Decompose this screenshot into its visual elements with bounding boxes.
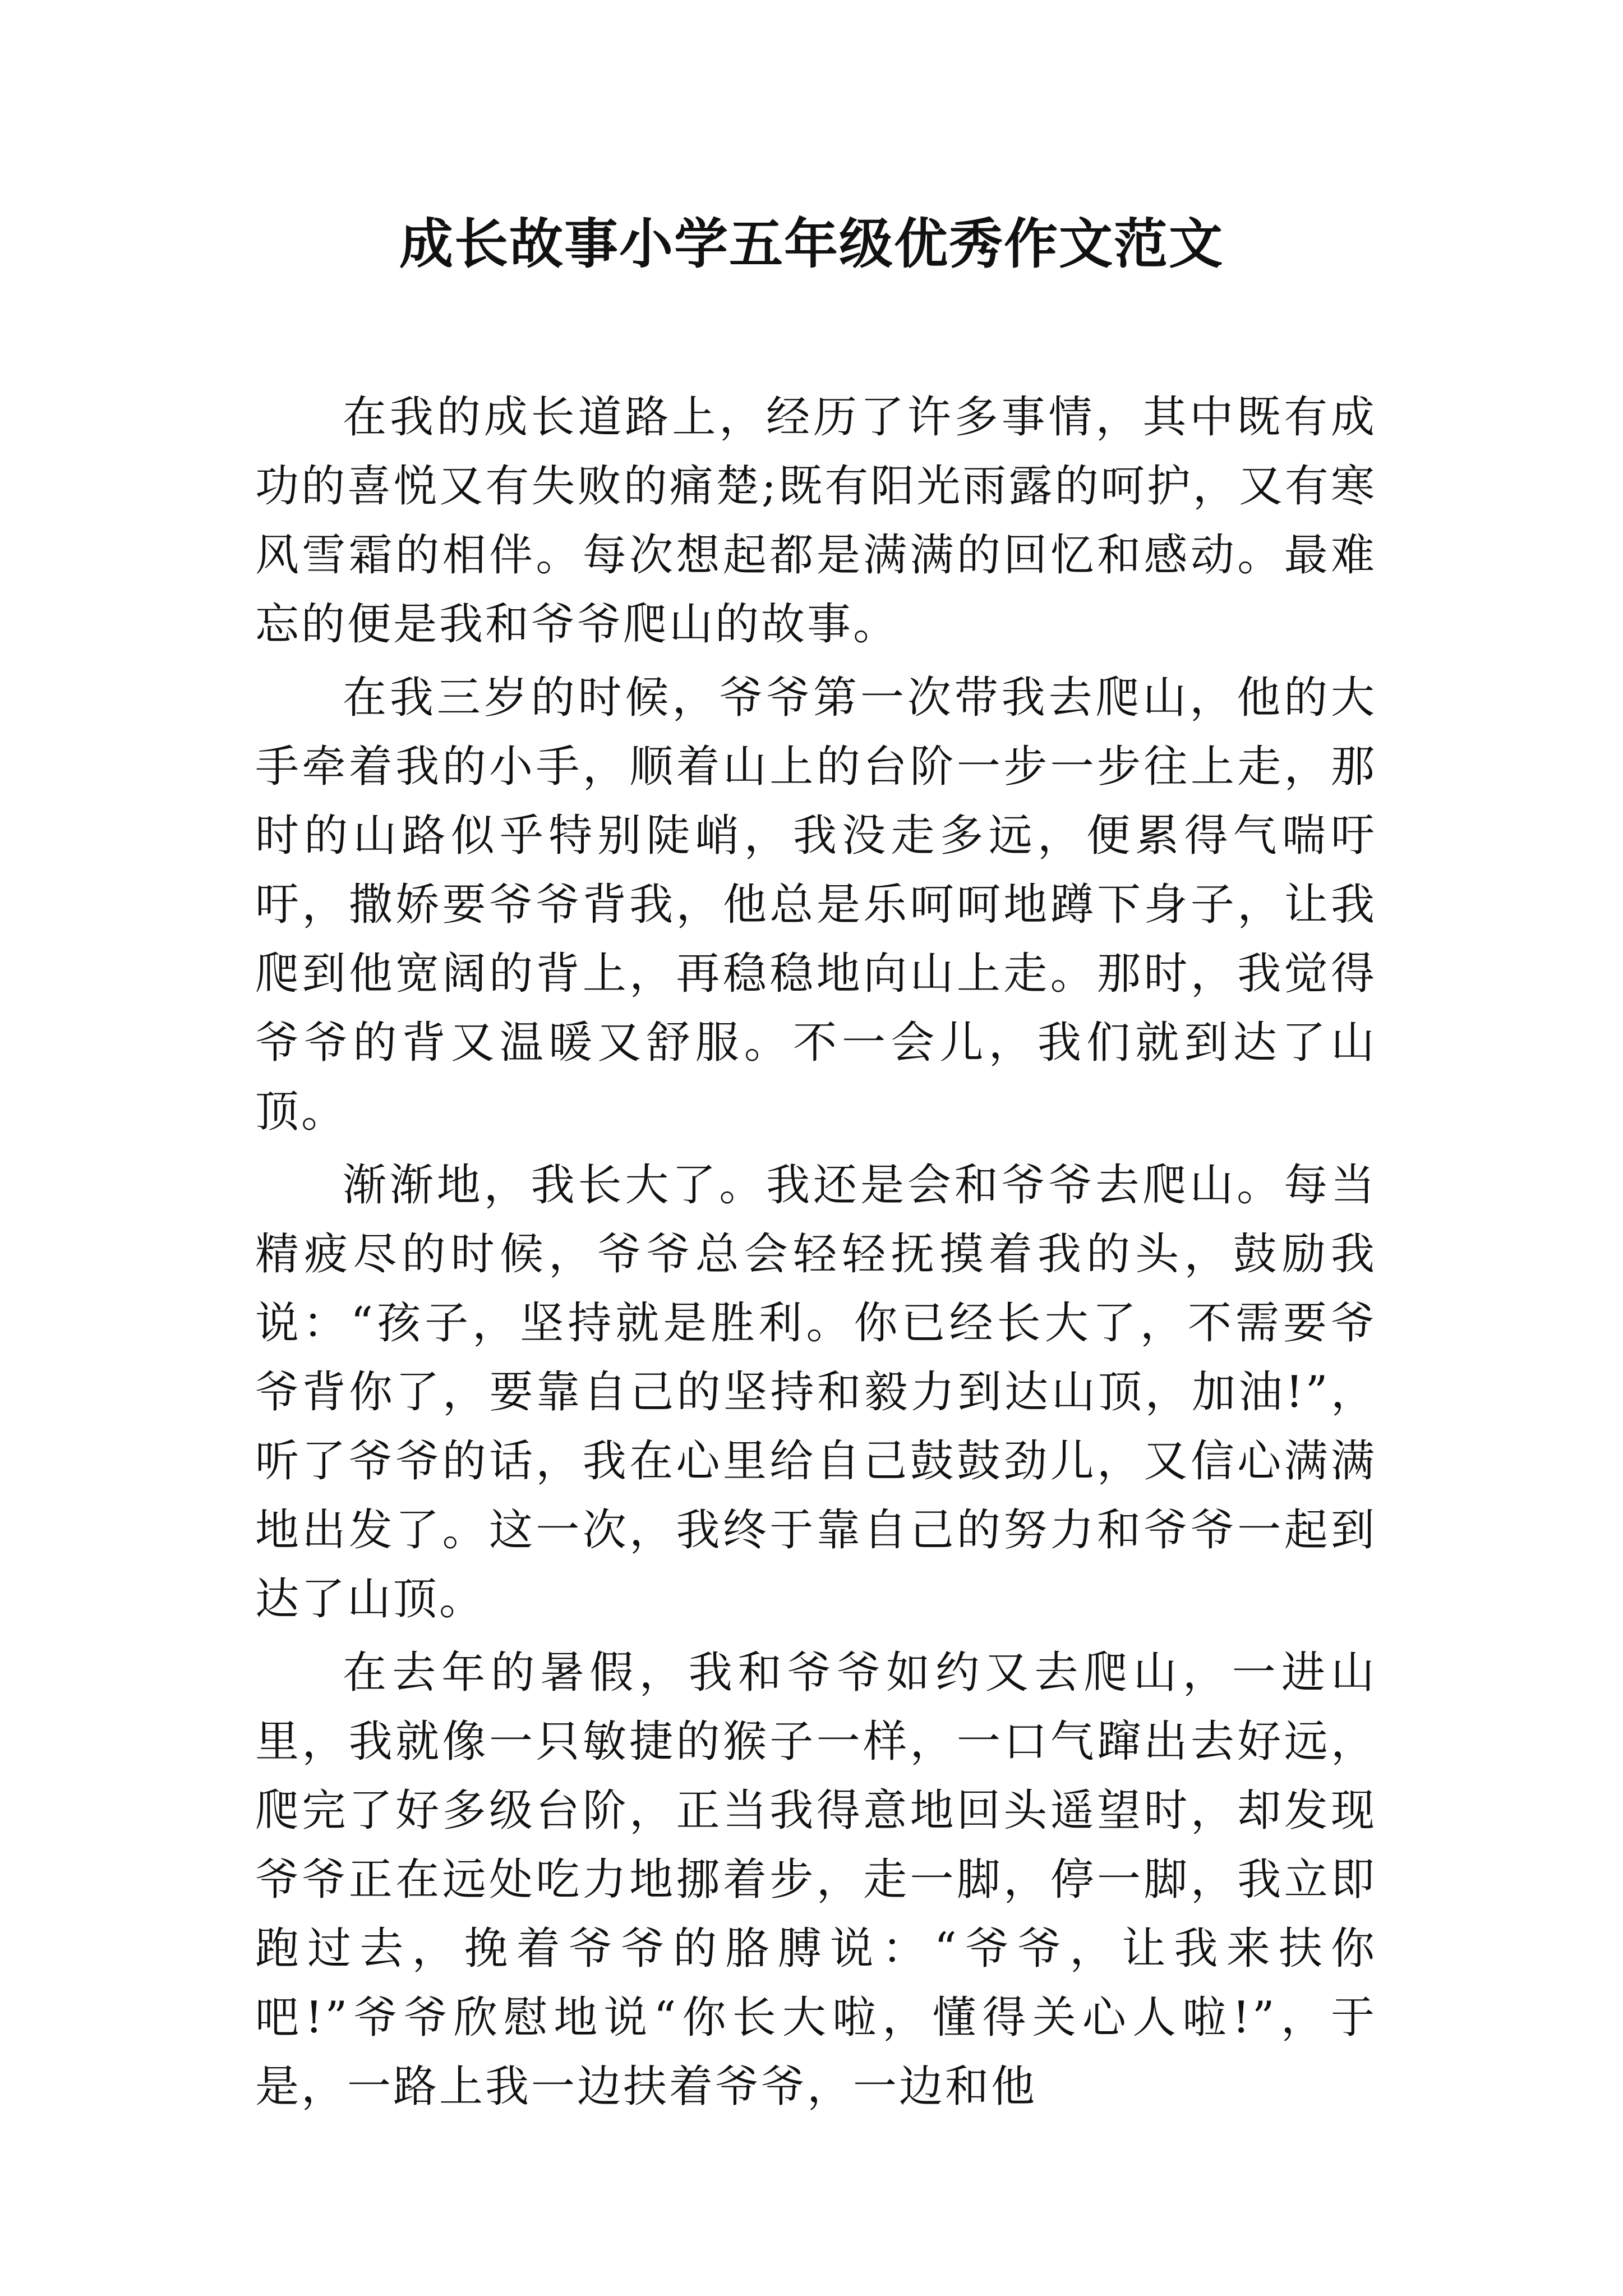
document-title: 成长故事小学五年级优秀作文范文	[399, 213, 1224, 275]
document-body	[255, 383, 1377, 2126]
paragraph-3: 渐渐地，我长大了。我还是会和爷爷去爬山。每当精疲尽的时候，爷爷总会轻轻抚摸着我的头，鼓励我说：“孩子，坚持就是胜利。你已经长大了，不需要爷爷背你了，要靠自己的坚持和毅力到达山顶，加油!”，听了爷爷的话，我在心里给自己鼓鼓劲儿，又信心满满地出发了。这一次，我终于靠自己的努力和爷爷一起到达了山顶。	[255, 1160, 1377, 1625]
paragraph-1: 在我的成长道路上，经历了许多事情，其中既有成功的喜悦又有失败的痛楚;既有阳光雨露的呵护，又有寒风雪霜的相伴。每次想起都是满满的回忆和感动。最难忘的便是我和爷爷爬山的故事。	[255, 392, 1377, 650]
paragraph-4: 在去年的暑假，我和爷爷如约又去爬山，一进山里，我就像一只敏捷的猴子一样，一口气蹿出去好远，爬完了好多级台阶，正当我得意地回头遥望时，却发现爷爷正在远处吃力地挪着步，走一脚，停一脚，我立即跑过去，挽着爷爷的胳膊说：“爷爷，让我来扶你吧!”爷爷欣慰地说“你长大啦，懂得关心人啦!”，于是，一路上我一边扶着爷爷，一边和他	[255, 1648, 1377, 2112]
paragraph-2: 在我三岁的时候，爷爷第一次带我去爬山，他的大手牵着我的小手，顺着山上的台阶一步一步往上走，那时的山路似乎特别陡峭，我没走多远，便累得气喘吁吁，撒娇要爷爷背我，他总是乐呵呵地蹲下身子，让我爬到他宽阔的背上，再稳稳地向山上走。那时，我觉得爷爷的背又温暖又舒服。不一会儿，我们就到达了山顶。	[255, 673, 1377, 1137]
